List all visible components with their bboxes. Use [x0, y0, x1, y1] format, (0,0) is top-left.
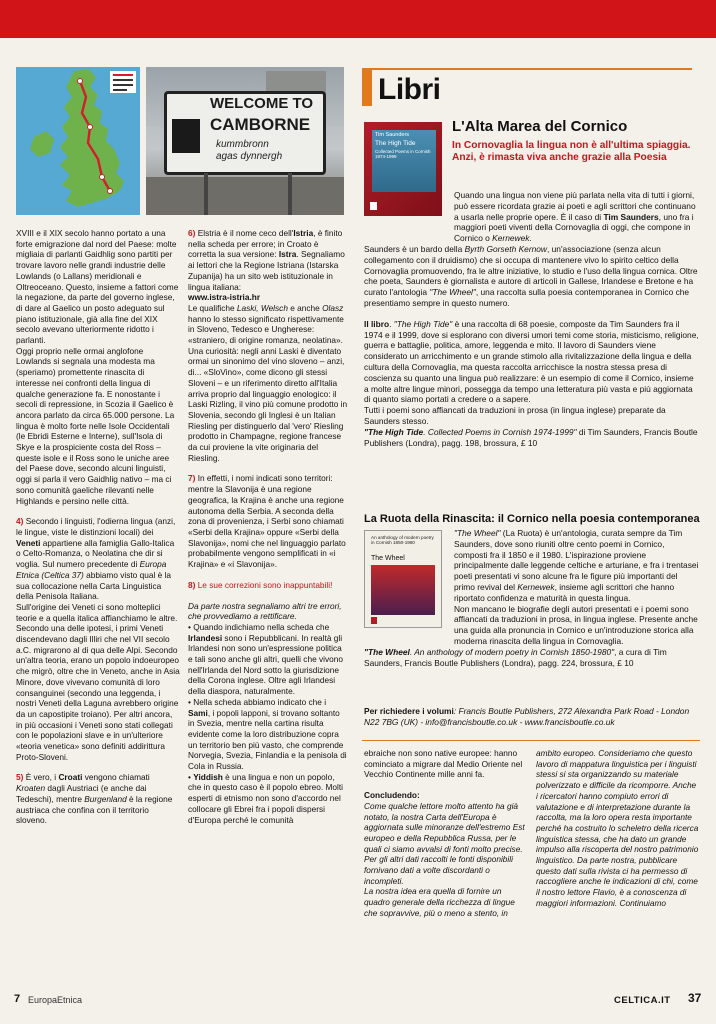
bottom-a-p1: ebraiche non sono native europee: hanno cominciato a migrare dal Medio Oriente nel Vecchio Continente mille anni fa. [364, 748, 523, 780]
b-p3: "The Wheel. An anthology of modern poetry in Cornish 1850-1980", a cura di Tim Saunders, Francis Boutle Publishers (Londra), pagg. 224, brossura, £ 10 [364, 646, 667, 668]
bottom-a-p3: La nostra idea era quella di fornire un quadro generale della ricchezza di lingue che sopravvive, più o meno a stento, in [364, 886, 515, 918]
mid-p9: 7) In effetti, i nomi indicati sono territori: mentre la Slavonija è una regione geografica, la Krajina è anche una regione autonoma della Serbia. A seconda della zona di provenienza, i Serbi sono chiamati «Serbi della Krajina» oppure «Serbi della Slavonija», nomi che nel linguaggio parlato probabilmente vengono semplificati in «i Krajina» e «i Slavonija». [188, 473, 346, 570]
istria-url[interactable]: www.istra-istria.hr [188, 292, 261, 303]
mid-p13: • Nella scheda abbiamo indicato che i Sami, i popoli lapponi, si trovano soltanto in Svezia, mentre nella cartina risulta evidente come la loro distribuzione copra un territorio ben più vasto, che comprende Norvegia, Svezia, Finlandia e la penisola di Cola in Russia. [188, 696, 347, 772]
magazine-name-left: EuropaEtnica [28, 995, 83, 1005]
page-number-right: 37 [688, 991, 702, 1005]
a1-p3: Il libro. "The High Tide" è una raccolta di 68 poesie, composte da Tim Saunders fra il 1974 e il 1999, dove si esplorano con diversi umori temi come storia, misticismo, religione, guerra e battaglie, politica, amore, leggenda e mito. Il lavoro di Saunders viene considerato un arricchimento e un grande stimolo alla rivitalizzazione della lingua e della cultura della Cornovaglia, ma questa raccolta arricchisce la nostra stessa presa di coscienza su quanto una lingua può realizzare: è un esempio di come il Cornico, insieme a molte altre lingue minori, possegga da tempo una letteratura più vasta e più aggiornata di quanto siamo portati a credere o a sapere. [364, 318, 699, 405]
bottom-a-p2: Come qualche lettore molto attento ha già notato, la nostra Carta dell'Europa è aggiornata sulle minoranze dell'estremo Est europeo e della Repubblica Russa, per le quali ci siamo avvalsi di fonti molto precise. Per gli altri dati raccolti le fonti disponibili fornivano dati a volte discordanti o incompleti. [364, 800, 525, 886]
coat-of-arms [172, 119, 200, 153]
middle-column [188, 228, 348, 984]
mid-p10: 8) Le sue correzioni sono inappuntabili! [188, 579, 333, 590]
sign-text-welcome: WELCOME TO [210, 95, 314, 112]
note-number: 7) [188, 473, 196, 484]
uk-route-map [16, 67, 140, 215]
sign-text-cornish-1: kummbronn [216, 139, 269, 150]
a1-p5: "The High Tide. Collected Poems in Cornish 1974-1999" di Tim Saunders, Francis Boutle Publishers (Londra), pagg. 198, brossura, £ 10 [364, 426, 698, 448]
a1-p1: Quando una lingua non viene più parlata nella vita di tutti i giorni, può essere ricordata grazie ai poeti e agli scrittori che continuano a usarla nelle proprie opere. È il caso di Tim Saunders, uno fra i maggiori poeti viventi della Cornovaglia di oggi, che compone in Cornico o Kernewek. [454, 190, 696, 244]
bottom-column-b: ambito europeo. Consideriamo che questo lavoro di mappatura linguistica per i linguisti stessi si sta organizzando su materiale polverizzato e difficile da ricomporre. Anche i ricercatori hanno compiuto errori di valutazione e di interpretazione durante la raccolta, ma la loro opera resta importante perché ha costruito lo scheletro della ricerca linguistica stessa, che ha dato un grande impulso alla riscoperta del nostro patrimonio linguistico. Da parte nostra, pubblicare questo dati sulla rivista ci ha permesso di raccogliere anche le indicazioni di chi, come il nostro lettore Flavio, è a conoscenza di maggiori informazioni. Continuiamo [536, 748, 699, 908]
mid-p11: Da parte nostra segnaliamo altri tre errori, che provvediamo a rettificare. [188, 600, 342, 622]
mid-p6: 6) Elstria è il nome ceco dell'Istria, è finito nella scheda per errore; in Croato è corretta la sua versione: Istra. Segnaliamo ai lettori che la Regione Istriana (Istarska Zupanija) ha un sito web istituzionale in lingua italiana: [188, 228, 345, 292]
camborne-sign-photo [146, 67, 344, 215]
b-p1: "The Wheel" (La Ruota) è un'antologia, curata sempre da Tim Saunders, dove sono riuniti oltre cento poemi in Cornico, composti fra il 1850 e il 1980. L'ispirazione proviene principalmente dalle leggende celtiche e arturiane, e fra i trentasei poeti presentati vi sono alcune fra le figure più importanti del primo revival del Kernewek, insieme agli scrittori che hanno riportato confidenza e maturità in questa lingua. [454, 528, 699, 603]
page-number-left: 7 [14, 993, 21, 1005]
libri-rule [362, 68, 692, 70]
sign-text-cornish-2: agas dynnergh [216, 151, 283, 162]
magazine-name-right: CELTICA.IT [614, 995, 671, 1006]
mid-p12: • Quando indichiamo nella scheda che Irlandesi sono i Repubblicani. In realtà gli Irlandesi non sono un'espressione politica e tali sono anche gli altri, quelli che vivono nell'Irlanda del Nord sotto la giurisdizione della Corona inglese. Oltre agli Irlandesi della diaspora, naturalmente. [188, 621, 343, 697]
publisher-contact[interactable]: : Francis Boutle Publishers, 272 Alexandra Park Road - London N22 7BG (UK) - info@francisboutle.co.uk - www.francisboutle.co.uk [364, 706, 690, 727]
section-title: Libri [378, 73, 441, 106]
concluding-heading: Concludendo: [364, 790, 420, 801]
a1-p4: Tutti i poemi sono affiancati da traduzioni in prosa (in lingua inglese) preparate da Saunders stesso. [364, 405, 666, 426]
mid-p8: Una curiosità: negli anni Laski è diventato ormai un sinonimo del vino sloveno – anzi, di... «SloVino», come dicono gli stessi Sloveni – e un riferimento diretto all'Italia arriva proprio dal linguaggio enologico: il Laski Rizling, il vino più comune prodotto in Slovenia, secondo gli Inglesi è un Italian Riesling per distinguerlo dal 'vero' Riesling prodotto in Champagne, regione francese da cui proviene la vite originaria del Riesling. [188, 345, 348, 463]
left-p1: XVIII e il XIX secolo hanno portato a una forte emigrazione dal nord del Paese: molte migliaia di parlanti Gaidhlig sono partiti per trovare lavoro nelle grandi industrie delle Lowlands (o Lallans) meridionali e Oltreoceano. Questo, insieme a fattori come la negazione, da parte del governo inglese, di dare al Gaelico un posto adeguato sul piano istituzionale, già alla fine del XIX secolo avevano ulteriormente ridotto i parlanti. [16, 228, 179, 346]
section-divider [362, 740, 700, 741]
mid-p7: Le qualifiche Laski, Welsch e anche Olasz hanno lo stesso significato rispettivamente in Sloveno, Tedesco e Ungherese: «straniero, di origine romanza, neolatina». [188, 302, 344, 346]
article-deck-1: In Cornovaglia la lingua non è all'ultima spiaggia. Anzi, è rimasta viva anche grazie alla Poesia [452, 140, 691, 163]
left-p4: Sull'origine dei Veneti ci sono molteplici teorie e a quella italica affianchiamo le altre. Secondo una delle ipotesi, i primi Veneti discendevano dagli Illiri che nel VII secolo a.C. migrarono al di qua delle Alpi. Secondo un'altra teoria, erano un popolo indoeuropeo che migrò, oltre che in Veneto, anche in Asia Minore, dove vivevano comunità di loro consanguinei (secondo una leggenda, i nostri Veneti della Laguna avrebbero origine da un capostipite troiano). Per altri ancora, in più occasioni i Veneti sono stati collegati con le popolazioni slave e in un'ulteriore «teoria venetica» sono definiti addirittura Proto-Sloveni. [16, 601, 180, 762]
a1-p2: Saunders è un bardo della Byrth Gorseth Kernow, un'associazione (senza alcun collegamento con il druidismo) che si occupa di mantenere vivo lo spirito celtico della Cornovaglia promuovendo, fra le altre iniziative, lo studio e l'uso della lingua cornica. Oltre che poeta, Saunders è giornalista e autore di articoli in Gallese, Irlandese e Bretone e ha curato l'antologia "The Wheel", una raccolta sulla poesia contemporanea in Cornico che presentiamo sempre in questo numero. [364, 243, 698, 308]
left-column [16, 228, 180, 984]
note-number: 5) [16, 772, 24, 783]
bottom-column-a [364, 748, 528, 984]
article-body-2 [364, 528, 700, 700]
note-number: 4) [16, 516, 24, 527]
note-number: 6) [188, 228, 196, 238]
book-cover-high-tide: Tim Saunders The High Tide Collected Poems in Cornish 1974-1999 [364, 122, 442, 216]
sign-text-camborne: CAMBORNE [210, 115, 311, 134]
left-p5: 5) È vero, i Croati vengono chiamati Kroaten dagli Austriaci (e anche dai Tedeschi), mentre Burgenland è la regione austriaca che confina con il territorio sloveno. [16, 772, 173, 826]
libri-marker [362, 70, 372, 106]
book-cover-the-wheel: An anthology of modern poetry in Cornish 1850-1980 The Wheel [364, 530, 442, 628]
left-p2: Oggi proprio nelle ormai anglofone Lowlands si segnala una modesta ma (speriamo) promettente rinascita di interesse nei confronti della lingua di qualche generazione fa. E nonostante i secoli di repressione, in Scozia il Gaelico è ancora parlato da circa 65.000 persone. La lingua è molto forte nelle Isole Occidentali (le Ebridi Esterne e Interne), sull'Isola di Skye e la prospiciente costa del Ross – queste isole e il Ross sono le uniche aree del Paese dove, secondo alcuni linguisti, oggi si parla il vero Gaidhlig nativo – ma ci sono comunità gaeliche rilevanti nelle Highlands e persino nelle città. [16, 345, 175, 506]
article-title-2: La Ruota della Rinascita: il Cornico nella poesia contemporanea [364, 513, 700, 525]
left-p3: 4) Secondo i linguisti, l'odierna lingua (anzi, le lingue, viste le distinzioni locali) dei Veneti appartiene alla famiglia Gallo-Italica o Celto-Romanza, o Neolatina che dir si voglia. Sul numero precedente di Europa Etnica (Celtica 37) abbiamo visto qual è la sua collocazione nella Carta Linguistica della Penisola Italiana. [16, 516, 176, 602]
b-p2: Non mancano le biografie degli autori presentati e i poemi sono affiancati da traduzioni in prosa, in lingua inglese. Presente anche una guida alla pronuncia in Cornico e un'introduzione storica alla moderna rinascita della lingua in Cornovaglia. [454, 603, 698, 646]
mid-p14: • Yiddish è una lingua e non un popolo, che in questo caso è il popolo ebreo. Molti esperti di etnismo non sono d'accordo nel collocare gli Ebrei fra i popoli dispersi d'Europa perché le comunità [188, 771, 343, 825]
article-body-1 [364, 190, 700, 500]
note-number: 8) [188, 579, 196, 590]
top-color-bar [0, 0, 716, 38]
article-title-1: L'Alta Marea del Cornico [452, 118, 628, 135]
order-info: Per richiedere i volumi: Francis Boutle Publishers, 272 Alexandra Park Road - London N22 7BG (UK) - info@francisboutle.co.uk - www.francisboutle.co.uk [364, 706, 690, 727]
